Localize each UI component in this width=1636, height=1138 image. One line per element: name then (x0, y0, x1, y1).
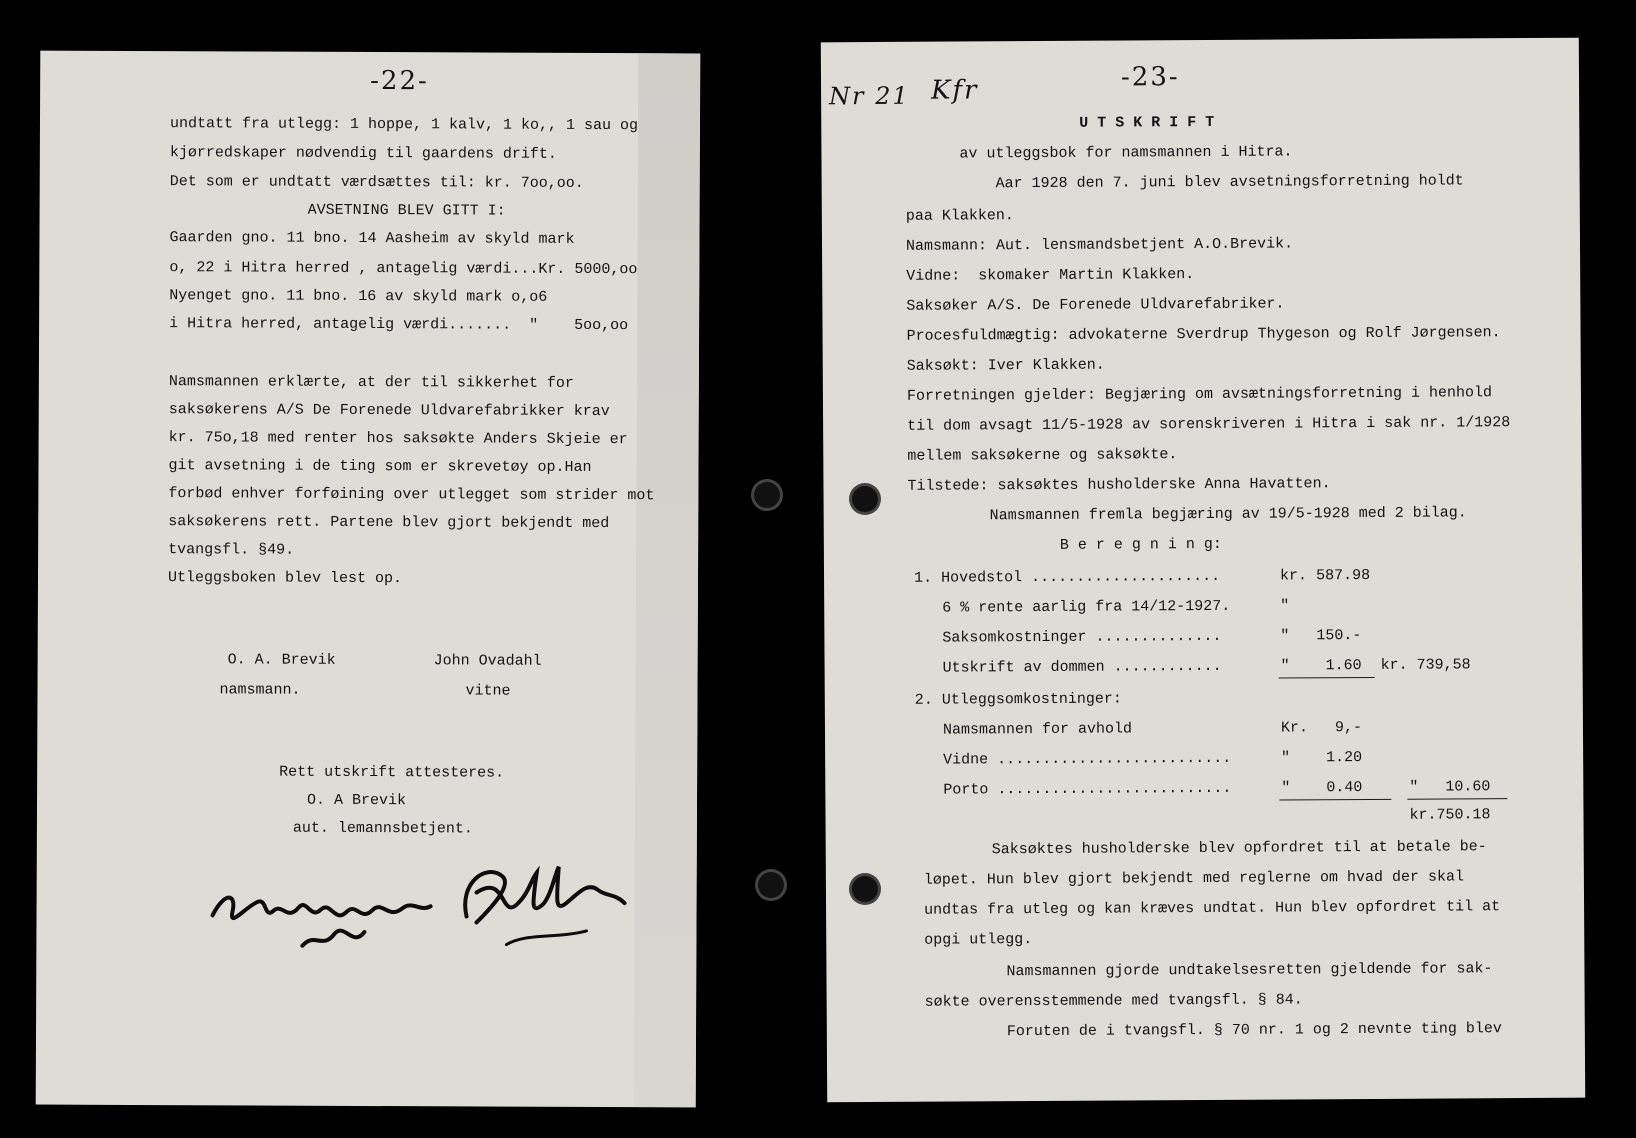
punch-hole (852, 876, 878, 902)
text-line: Saksøker A/S. De Forenede Uldvarefabriker. (906, 295, 1285, 315)
text-line: Forretningen gjelder: Begjæring om avsætningsforretning i henhold (906, 384, 1493, 405)
text-line: Namsmannen erklærte, at der til sikkerhet for (168, 373, 574, 392)
text-line: Namsmannen fremla begjæring av 19/5-1928 med 2 bilag. (989, 504, 1467, 525)
signatory-title: namsmann. (219, 681, 301, 699)
text-line: Foruten de i tvangsfl. § 70 nr. 1 og 2 nevnte ting blev (1006, 1020, 1502, 1041)
text-line: Nyenget gno. 11 bno. 16 av skyld mark o,o6 (169, 287, 548, 306)
calc-label: Porto .......................... (943, 779, 1232, 799)
text-line: Tilstede: saksøktes husholderske Anna Havatten. (907, 475, 1331, 495)
text-line: Namsmannen gjorde undtakelsesretten gjeldende for sak- (1006, 960, 1493, 981)
text-line: opgi utlegg. (924, 931, 1033, 949)
left-document-page (36, 51, 701, 1108)
text-line: av utleggsbok for namsmannen i Hitra. (959, 143, 1293, 163)
text-line: o, 22 i Hitra herred , antagelig værdi...Kr. 5000,oo (169, 259, 638, 279)
text-line: kjørredskaper nødvendig til gaardens drift. (169, 144, 557, 163)
text-line: undtas fra utleg og kan kræves undtat. Hun blev opfordret til at (924, 898, 1501, 919)
text-line: Procesfuldmægtig: advokaterne Sverdrup Thygeson og Rolf Jørgensen. (906, 324, 1501, 345)
text-line: saksøkerens rett. Partene blev gjort bekjendt med (168, 513, 610, 533)
handwritten-signature-right (446, 852, 636, 963)
text-line: Namsmann: Aut. lensmandsbetjent A.O.Brevik. (905, 235, 1294, 255)
text-line: Utleggsboken blev lest op. (167, 569, 403, 588)
punch-hole (754, 482, 780, 508)
text-line: paa Klakken. (905, 207, 1014, 225)
punch-hole (758, 872, 784, 898)
calc-amount: " 150.- (1280, 627, 1362, 645)
calc-amount: " 0.40 (1281, 779, 1363, 797)
attestation-line: Rett utskrift attesteres. (279, 763, 505, 782)
underline-rule (1407, 798, 1507, 800)
text-line: Saksøkt: Iver Klakken. (906, 356, 1105, 375)
text-line: løpet. Hun blev gjort bekjendt med reglerne om hvad der skal (923, 868, 1465, 889)
calc-label: Saksomkostninger .............. (942, 627, 1222, 647)
text-line: i Hitra herred, antagelig værdi....... " 5oo,oo (169, 315, 629, 335)
text-line: Gaarden gno. 11 bno. 14 Aasheim av skyld mark (169, 229, 575, 248)
attestor-name: O. A Brevik (306, 791, 407, 810)
text-line: tvangsfl. §49. (168, 541, 295, 559)
text-line: mellem saksøkerne og saksøkte. (907, 446, 1178, 465)
signatory-name: O. A. Brevik (227, 651, 336, 669)
text-line: saksøkerens A/S De Forenede Uldvarefabrikker krav (168, 401, 610, 421)
calc-label: 1. Hovedstol ..................... (913, 567, 1221, 587)
calc-label: 6 % rente aarlig fra 14/12-1927. (942, 597, 1231, 617)
page-number: -23- (1120, 62, 1180, 93)
attestor-title: aut. lemannsbetjent. (292, 819, 473, 838)
text-line: søkte overensstemmende med tvangsfl. § 84. (924, 991, 1303, 1011)
text-line: Saksøktes husholderske blev opfordret til at betale be- (991, 838, 1487, 859)
calc-amount: " 1.20 (1281, 749, 1363, 767)
punch-hole (852, 486, 878, 512)
text-line: Aar 1928 den 7. juni blev avsetningsforretning holdt (995, 172, 1464, 193)
text-line: git avsetning i de ting som er skrevetøy op.Han (168, 457, 592, 476)
document-title: U T S K R I F T (1079, 113, 1215, 132)
calc-label: Utskrift av dommen ............ (942, 657, 1222, 677)
text-line: kr. 75o,18 med renter hos saksøkte Anders Skjeie er (168, 429, 628, 449)
calc-label: 2. Utleggsomkostninger: (914, 690, 1122, 709)
calc-subtotal: kr. 739,58 (1380, 656, 1471, 674)
underline-rule (1279, 799, 1391, 801)
calc-amount: kr. 587.98 (1279, 566, 1371, 585)
calc-total: kr.750.18 (1409, 806, 1491, 824)
handwritten-signature-left (206, 871, 436, 962)
text-line: forbød enhver forføining over utlegget som strider mot (168, 485, 655, 505)
section-heading: AVSETNING BLEV GITT I: (307, 201, 506, 220)
underline-rule (1279, 677, 1375, 679)
witness-name: John Ovadahl (433, 652, 542, 670)
page-number: -22- (370, 66, 429, 97)
right-document-page (821, 38, 1585, 1103)
text-line: til dom avsagt 11/5-1928 av sorenskriveren i Hitra i sak nr. 1/1928 (907, 414, 1511, 435)
calc-subtotal: " 10.60 (1409, 778, 1491, 796)
calculation-heading: B e r e g n i n g: (1059, 535, 1222, 554)
text-line: Vidne: skomaker Martin Klakken. (906, 266, 1195, 285)
initials-mark: Kfr (930, 75, 979, 106)
text-line: Det som er undtatt værdsættes til: kr. 7oo,oo. (169, 173, 584, 192)
calc-label: Vidne .......................... (943, 749, 1232, 769)
case-number-mark: Nr 21 (829, 81, 910, 111)
calc-amount: " 1.60 (1280, 657, 1362, 675)
calc-amount: Kr. 9,- (1280, 719, 1363, 737)
calc-amount: " (1280, 597, 1290, 615)
text-line: undtatt fra utlegg: 1 hoppe, 1 kalv, 1 ko,, 1 sau og (169, 115, 639, 135)
calc-label: Namsmannen for avhold (942, 720, 1133, 739)
adjacent-page-edge (634, 53, 701, 1107)
witness-title: vitne (465, 682, 511, 700)
